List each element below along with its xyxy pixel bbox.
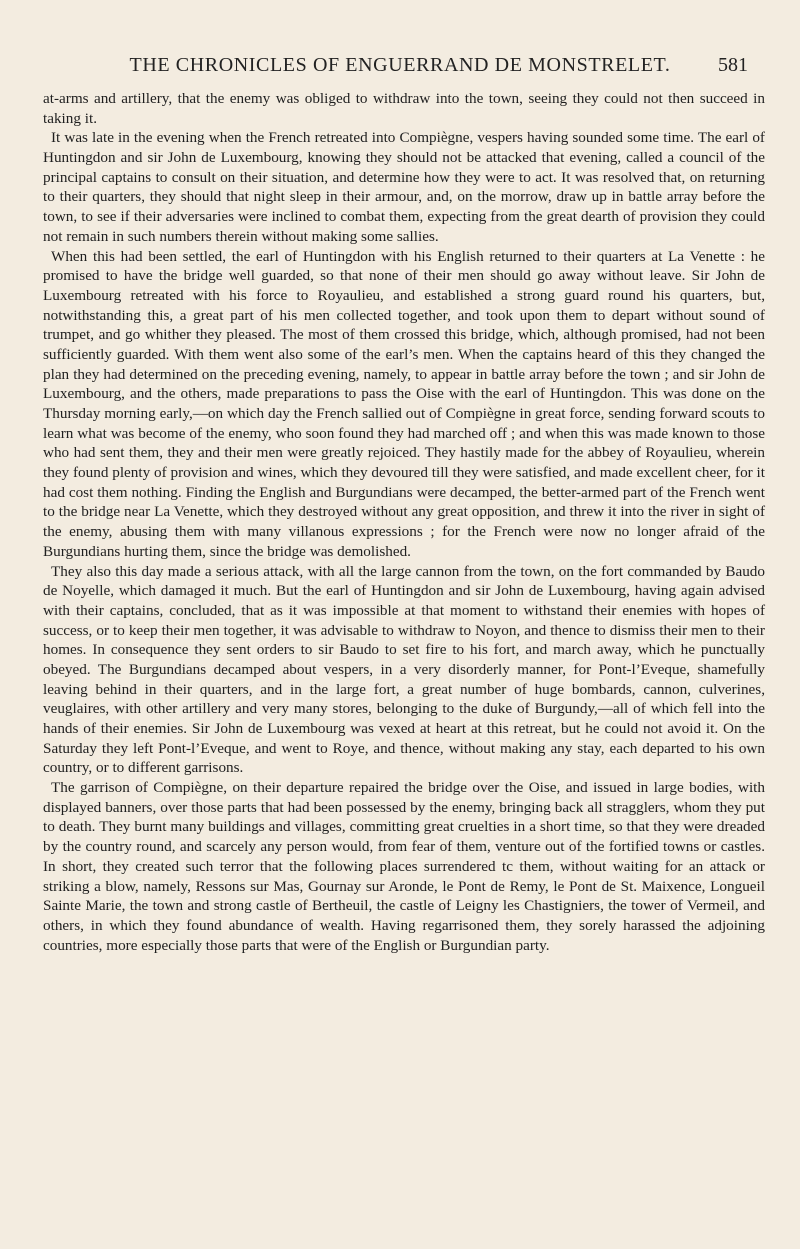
paragraph: When this had been settled, the earl of Huntingdon with his English returned to their quarters at La Venette : he promised to have the bridge well guarded, so that none of their men should go away without leave. Sir John de Luxembourg retreated with his force to Royaulieu, and established a strong guard round his quarters, but, notwithstanding this, a great part of his men collected together, and took upon them to depart without sound of trumpet, and go whither they pleased. The most of them crossed this bridge, which, although promised, had not been sufficiently guarded. With them went also some of the earl’s men. When the captains heard of this they changed the plan they had determined on the preceding evening, namely, to appear in battle array before the town ; and sir John de Luxembourg, and the others, made preparations to pass the Oise with the earl of Huntingdon. This was done on the Thursday morning early,—on which day the French sallied out of Compiègne in great force, sending forward scouts to learn what was become of the enemy, who soon found they had marched off ; and when this was made known to those who had sent them, they and their men were greatly rejoiced. They hastily made for the abbey of Royaulieu, wherein they found plenty of provision and wines, which they devoured till they were satisfied, and made excellent cheer, for it had cost them nothing. Finding the English and Burgundians were decamped, the better-armed part of the French went to the bridge near La Venette, which they destroyed without any great opposition, and threw it into the river in sight of the enemy, abusing them with many villanous expressions ; for the French were now no longer afraid of the Burgundians hurting them, since the bridge was demolished.	[43, 247, 765, 560]
page-header	[0, 52, 800, 80]
paragraph: They also this day made a serious attack, with all the large cannon from the town, on the fort commanded by Baudo de Noyelle, which damaged it much. But the earl of Huntingdon and sir John de Luxembourg, having again advised with their captains, concluded, that as it was impossible at that moment to withstand their enemies with hopes of success, or to keep their men together, it was advisable to withdraw to Noyon, and thence to dismiss their men to their homes. In consequence they sent orders to sir Baudo to set fire to his fort, and march away, which he punctually obeyed. The Burgundians decamped about vespers, in a very disorderly manner, for Pont-l’Eveque, shamefully leaving behind in their quarters, and in the large fort, a great number of huge bombards, cannon, culverines, veuglaires, with other artillery and very many stores, belonging to the duke of Burgundy,—all of which fell into the hands of their enemies. Sir John de Luxembourg was vexed at heart at this retreat, but he could not avoid it. On the Saturday they left Pont-l’Eveque, and went to Roye, and thence, without making any stay, each departed to his own country, or to different garrisons.	[43, 562, 765, 777]
page-number: 581	[718, 54, 748, 76]
body-text	[43, 89, 765, 955]
paragraph: at-arms and artillery, that the enemy was obliged to withdraw into the town, seeing they could not then succeed in taking it.	[43, 90, 765, 127]
paragraph: It was late in the evening when the French retreated into Compiègne, vespers having sounded some time. The earl of Huntingdon and sir John de Luxembourg, knowing they should not be attacked that evening, called a council of the principal captains to consult on their situation, and determine how they were to act. It was resolved that, on returning to their quarters, they should that night sleep in their armour, and, on the morrow, draw up in battle array before the town, to see if their adversaries were inclined to combat them, expecting from the great dearth of provision they could not remain in such numbers therein without making some sallies.	[43, 129, 765, 245]
paragraph: The garrison of Compiègne, on their departure repaired the bridge over the Oise, and issued in large bodies, with displayed banners, over those parts that had been possessed by the enemy, bringing back all stragglers, whom they put to death. They burnt many buildings and villages, committing great cruelties in a short time, so that they were dreaded by the country round, and scarcely any person would, from fear of them, venture out of the fortified towns or castles. In short, they created such terror that the following places surrendered tc them, without waiting for an attack or striking a blow, namely, Ressons sur Mas, Gournay sur Aronde, le Pont de Remy, le Pont de St. Maixence, Longueil Sainte Marie, the town and strong castle of Bertheuil, the castle of Leigny les Chastigniers, the tower of Vermeil, and others, in which they found abundance of wealth. Having regarrisoned them, they sorely harassed the adjoining countries, more especially those parts that were of the English or Burgundian party.	[43, 779, 765, 954]
running-title: THE CHRONICLES OF ENGUERRAND DE MONSTRELET.	[129, 54, 671, 76]
